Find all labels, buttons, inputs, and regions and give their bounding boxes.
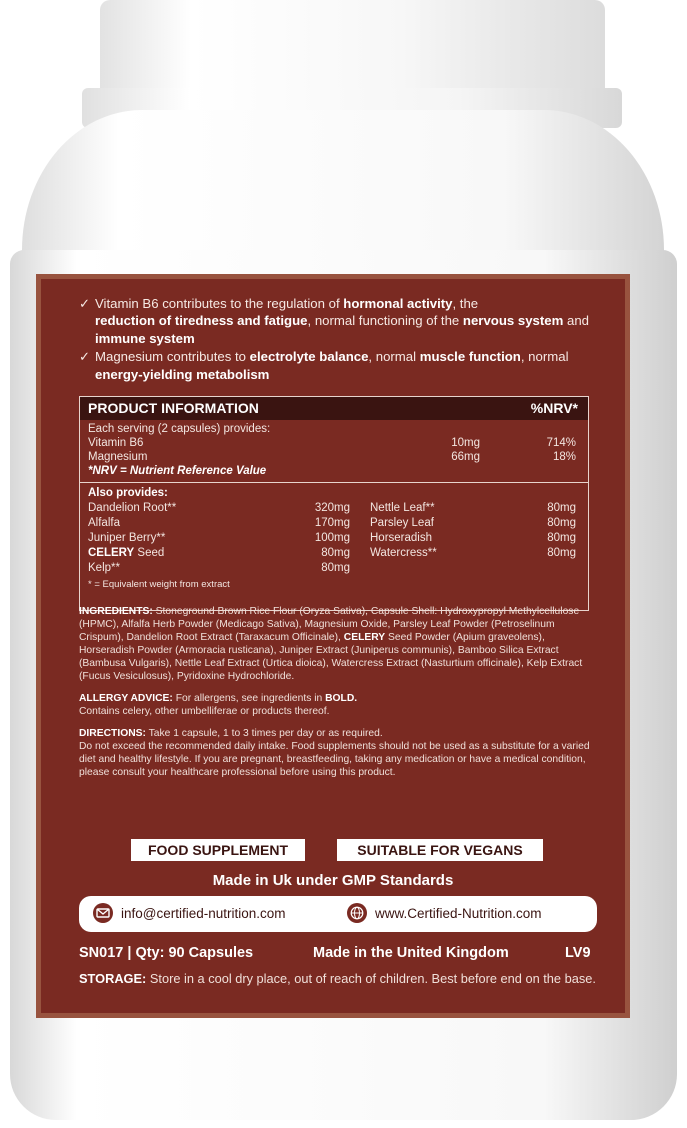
ingredient-name: Dandelion Root** bbox=[88, 502, 177, 514]
ingredients-text: Stoneground Brown Rice Flour (Oryza Sativa), Capsule Shell: Hydroxypropyl Methylcellulose (HPMC), Alfalfa Herb Powder (Medicago Sativa), Magnesium Oxide, Parsley Leaf Powder (Petroselinum Crispum), Dandelion Root Extract (Taraxacum Officinale), bbox=[79, 606, 580, 643]
allergy-text: For allergens, see ingredients in bbox=[172, 693, 326, 704]
allergy-label: ALLERGY ADVICE: bbox=[79, 693, 173, 704]
food-supplement-badge: FOOD SUPPLEMENT bbox=[131, 839, 305, 861]
nrv-header: %NRV* bbox=[530, 400, 578, 416]
ingredient-name: Parsley Leaf bbox=[370, 517, 434, 529]
serving-text: Each serving (2 capsules) provides: bbox=[88, 423, 271, 435]
ingredients-label: INGREDIENTS: bbox=[79, 606, 153, 617]
allergy-text: Contains celery, other umbelliferae or products thereof. bbox=[79, 706, 330, 717]
table-header bbox=[80, 397, 588, 420]
nutrient-nrv: 714% bbox=[546, 437, 576, 449]
directions-label: DIRECTIONS: bbox=[79, 728, 146, 739]
checkmark-icon: ✓ bbox=[79, 296, 91, 311]
claim-text: , normal functioning of the bbox=[307, 313, 463, 329]
ingredient-name-suffix: Seed bbox=[134, 547, 165, 559]
ingredient-name: Horseradish bbox=[370, 532, 432, 544]
bottle-cap bbox=[100, 0, 605, 90]
vegan-badge: SUITABLE FOR VEGANS bbox=[337, 839, 543, 861]
country-of-origin: Made in the United Kingdom bbox=[313, 945, 509, 961]
product-information-table bbox=[79, 396, 589, 611]
globe-icon bbox=[347, 903, 367, 923]
nutrient-amount: 66mg bbox=[451, 451, 480, 463]
ingredient-name: Nettle Leaf** bbox=[370, 502, 435, 514]
claim-text: nervous system bbox=[462, 313, 564, 329]
checkmark-icon: ✓ bbox=[79, 349, 91, 365]
directions-text: Do not exceed the recommended daily intake. Food supplements should not be used as a substitute for a varied diet and healthy lifestyle. If you are pregnant, breastfeeding, taking any medication or have a medical condition, please consult your healthcare professional before using this product. bbox=[79, 741, 590, 778]
claim-text: hormonal activity bbox=[343, 296, 453, 311]
claim-text: and bbox=[563, 313, 590, 329]
claim-text: energy-yielding metabolism bbox=[95, 366, 270, 382]
gmp-statement: Made in Uk under GMP Standards bbox=[212, 872, 454, 889]
claim-text: Magnesium contributes to bbox=[95, 349, 250, 365]
nutrient-name: Magnesium bbox=[88, 451, 148, 463]
claim-magnesium bbox=[79, 348, 609, 383]
ingredients-text: Seed Powder (Apium graveolens), Horseradish Powder (Armoracia rusticana), Juniper Extract (Juniperus communis), Bamboo Silica Extract (Bambusa Vulgaris), Nettle Leaf Extract (Urtica dioica), Watercress Extract (Nasturtium officinale), Kelp Extract (Fucus Vesiculosus), Pyridoxine Hydrochloride. bbox=[79, 632, 583, 682]
contact-bar bbox=[79, 896, 597, 932]
envelope-icon bbox=[93, 903, 113, 923]
claim-text: immune system bbox=[95, 330, 195, 346]
nutrient-amount: 10mg bbox=[451, 437, 480, 449]
extract-footnote: * = Equivalent weight from extract bbox=[88, 579, 230, 590]
ingredient-name: Kelp** bbox=[88, 562, 120, 574]
website-text: www.Certified-Nutrition.com bbox=[375, 906, 542, 921]
claim-text: , the bbox=[452, 296, 479, 311]
ingredient-amount: 80mg bbox=[547, 502, 576, 514]
lot-code: LV9 bbox=[565, 945, 591, 961]
ingredient-amount: 100mg bbox=[314, 532, 350, 544]
ingredient-amount: 80mg bbox=[547, 532, 576, 544]
directions-text: Take 1 capsule, 1 to 3 times per day or as required. bbox=[145, 728, 383, 739]
health-claims bbox=[79, 295, 609, 384]
ingredient-amount: 80mg bbox=[321, 562, 350, 574]
claim-text: Vitamin B6 contributes to the regulation of bbox=[95, 296, 344, 311]
nrv-note: *NRV = Nutrient Reference Value bbox=[88, 465, 267, 477]
product-label bbox=[36, 274, 630, 1018]
claim-text: , normal bbox=[368, 349, 420, 365]
claim-text: muscle function bbox=[419, 349, 521, 365]
ingredient-name: Watercress** bbox=[370, 547, 437, 559]
allergy-bold: BOLD. bbox=[325, 693, 358, 704]
claim-text: , normal bbox=[520, 349, 569, 365]
ingredient-name: Alfalfa bbox=[88, 517, 120, 529]
web-contact bbox=[347, 896, 542, 932]
storage-info bbox=[79, 971, 599, 987]
email-text: info@certified-nutrition.com bbox=[121, 906, 286, 921]
table-title: PRODUCT INFORMATION bbox=[88, 400, 259, 416]
directions-paragraph bbox=[79, 727, 599, 779]
sku-quantity: SN017 | Qty: 90 Capsules bbox=[79, 945, 254, 961]
storage-label: STORAGE: bbox=[79, 971, 147, 986]
ingredient-name: Juniper Berry** bbox=[88, 532, 166, 544]
email-contact bbox=[93, 896, 286, 932]
label-text-block bbox=[79, 605, 599, 788]
claim-text: electrolyte balance bbox=[249, 349, 369, 365]
ingredient-amount: 170mg bbox=[314, 517, 350, 529]
nutrient-name: Vitamin B6 bbox=[88, 437, 144, 449]
ingredient-name: CELERY bbox=[88, 547, 135, 559]
badge-row bbox=[131, 839, 551, 863]
also-provides-heading: Also provides: bbox=[88, 487, 168, 499]
claim-vitamin-b6 bbox=[79, 295, 609, 347]
ingredients-paragraph bbox=[79, 605, 599, 683]
ingredient-amount: 80mg bbox=[547, 547, 576, 559]
nutrient-nrv: 18% bbox=[552, 451, 576, 463]
storage-text: Store in a cool dry place, out of reach of children. Best before end on the base. bbox=[146, 971, 596, 986]
table-divider bbox=[80, 482, 588, 483]
allergy-paragraph bbox=[79, 692, 599, 718]
ingredients-allergen: CELERY bbox=[343, 632, 386, 643]
claim-text: reduction of tiredness and fatigue bbox=[95, 313, 308, 329]
table-body bbox=[80, 420, 588, 610]
ingredient-amount: 80mg bbox=[547, 517, 576, 529]
ingredient-amount: 320mg bbox=[314, 502, 350, 514]
ingredient-amount: 80mg bbox=[321, 547, 350, 559]
